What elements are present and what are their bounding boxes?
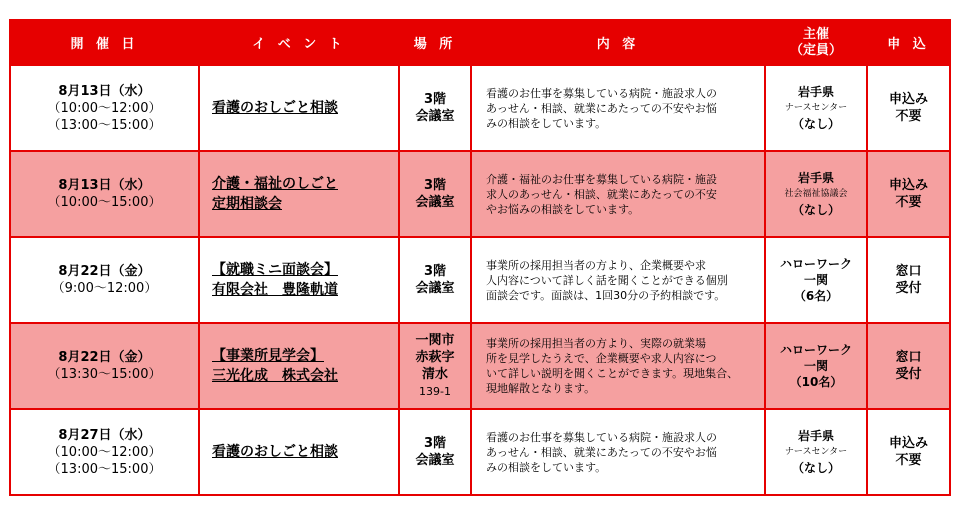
event-host: ナースセンター xyxy=(784,447,848,457)
event-apply: 申込み xyxy=(888,92,928,107)
event-place: 3階 xyxy=(423,436,447,451)
event-date-cell xyxy=(10,409,199,495)
event-name-cell xyxy=(199,151,399,237)
event-time: （13:00～15:00） xyxy=(47,461,162,477)
header-content: 内 容 xyxy=(471,20,765,65)
event-apply: 窓口 xyxy=(895,264,922,279)
header-apply: 申 込 xyxy=(867,20,950,65)
event-apply-cell xyxy=(867,409,950,495)
event-date-cell xyxy=(10,65,199,151)
event-name: 介護・福祉のしごと xyxy=(212,176,338,192)
event-host-cell xyxy=(765,151,867,237)
event-table xyxy=(9,19,951,496)
event-time: （13:00～15:00） xyxy=(47,117,162,133)
event-host: （なし） xyxy=(791,461,840,475)
event-place: 一関市 xyxy=(415,333,455,348)
event-content-line: 介護・福祉のお仕事を募集している病院・施設 xyxy=(486,172,717,186)
event-place: 会議室 xyxy=(415,453,455,468)
event-place: 3階 xyxy=(423,178,447,193)
event-content-cell xyxy=(471,409,765,495)
event-place: 赤萩字 xyxy=(415,350,455,365)
event-apply: 受付 xyxy=(895,367,922,382)
event-time: （13:30～15:00） xyxy=(47,367,162,382)
event-host: 一関 xyxy=(803,359,828,373)
event-host: ナースセンター xyxy=(784,103,848,113)
event-content-line: みの相談をしています。 xyxy=(486,116,607,130)
event-host: 一関 xyxy=(803,273,828,287)
event-place: 会議室 xyxy=(415,109,455,124)
event-apply-cell xyxy=(867,151,950,237)
event-place-cell xyxy=(399,151,471,237)
event-host: （6名） xyxy=(793,289,839,303)
table-row xyxy=(10,151,950,237)
event-place-cell xyxy=(399,409,471,495)
event-content-line: 看護のお仕事を募集している病院・施設求人の xyxy=(486,86,717,100)
event-date: 8月22日（金） xyxy=(58,350,151,365)
event-content-line: 所を見学したうえで、企業概要や求人内容につ xyxy=(486,352,717,365)
event-apply-cell xyxy=(867,237,950,323)
event-host: ハローワーク xyxy=(779,257,852,271)
event-date-cell xyxy=(10,323,199,409)
event-content-line: いて詳しい説明を聞くことができます。現地集合、 xyxy=(486,367,739,380)
event-content-cell xyxy=(471,65,765,151)
header-host-line1: 主催 xyxy=(802,26,829,42)
event-name: 【就職ミニ面談会】 xyxy=(212,262,338,278)
event-apply: 不要 xyxy=(895,109,922,124)
event-schedule xyxy=(9,19,949,496)
event-apply-cell xyxy=(867,323,950,409)
event-content-line: 求人のあっせん・相談、就業にあたっての不安 xyxy=(486,187,717,201)
event-content-line: あっせん・相談、就業にあたっての不安やお悩 xyxy=(486,445,717,459)
event-time: （10:00～12:00） xyxy=(47,444,162,460)
event-content-line: 現地解散となります。 xyxy=(486,382,596,395)
event-name: 定期相談会 xyxy=(212,196,282,212)
event-content-cell xyxy=(471,323,765,409)
header-host-line2: （定員） xyxy=(789,42,842,58)
event-host: 岩手県 xyxy=(797,429,834,443)
event-name: 有限会社 豊隆軌道 xyxy=(212,282,338,298)
table-row xyxy=(10,65,950,151)
event-apply: 申込み xyxy=(888,436,928,451)
event-name: 【事業所見学会】 xyxy=(212,348,324,364)
event-name: 三光化成 株式会社 xyxy=(212,368,338,384)
event-apply-cell xyxy=(867,65,950,151)
table-row xyxy=(10,237,950,323)
event-place: 3階 xyxy=(423,92,447,107)
event-content-line: 事業所の採用担当者の方より、実際の就業場 xyxy=(486,337,706,350)
event-content-line: 事業所の採用担当者の方より、企業概要や求 xyxy=(486,258,706,272)
event-apply: 申込み xyxy=(888,178,928,193)
event-place: 会議室 xyxy=(415,281,455,296)
event-place: 清水 xyxy=(421,367,448,382)
event-host: 岩手県 xyxy=(797,85,834,99)
event-place: 139-1 xyxy=(419,385,451,398)
event-place-cell xyxy=(399,237,471,323)
event-content-line: あっせん・相談、就業にあたっての不安やお悩 xyxy=(486,101,717,115)
event-content-line: やお悩みの相談をしています。 xyxy=(486,202,640,216)
event-apply: 受付 xyxy=(895,281,922,296)
event-host: （なし） xyxy=(791,117,840,131)
event-name: 看護のおしごと相談 xyxy=(212,100,338,116)
table-row xyxy=(10,323,950,409)
event-host: 社会福祉協議会 xyxy=(784,189,848,199)
event-place: 3階 xyxy=(423,264,447,279)
event-date: 8月27日（水） xyxy=(58,427,151,443)
header-event: イ ベ ン ト xyxy=(199,20,399,65)
header-host xyxy=(765,20,867,65)
event-host-cell xyxy=(765,237,867,323)
event-host-cell xyxy=(765,323,867,409)
event-place: 会議室 xyxy=(415,195,455,210)
event-name: 看護のおしごと相談 xyxy=(212,444,338,460)
event-host: （なし） xyxy=(791,203,840,217)
event-apply: 窓口 xyxy=(895,350,922,365)
event-name-cell xyxy=(199,237,399,323)
event-time: （10:00～15:00） xyxy=(47,195,162,210)
event-apply: 不要 xyxy=(895,195,922,210)
header-place: 場 所 xyxy=(399,20,471,65)
event-date: 8月22日（金） xyxy=(58,264,151,279)
event-name-cell xyxy=(199,409,399,495)
event-host: ハローワーク xyxy=(779,343,852,357)
event-content-line: 面談会です。面談は、1回30分の予約相談です。 xyxy=(486,288,726,302)
event-name-cell xyxy=(199,65,399,151)
event-time: （10:00～12:00） xyxy=(47,100,162,116)
event-date-cell xyxy=(10,151,199,237)
header-row xyxy=(10,20,950,65)
event-content-line: 人内容について詳しく話を聞くことができる個別 xyxy=(486,273,728,287)
event-host-cell xyxy=(765,409,867,495)
event-host: （10名） xyxy=(789,375,843,389)
event-apply: 不要 xyxy=(895,453,922,468)
event-content-cell xyxy=(471,151,765,237)
event-place-cell xyxy=(399,65,471,151)
event-date-cell xyxy=(10,237,199,323)
event-date: 8月13日（水） xyxy=(58,83,151,99)
event-name-cell xyxy=(199,323,399,409)
event-content-line: 看護のお仕事を募集している病院・施設求人の xyxy=(486,430,717,444)
header-date: 開 催 日 xyxy=(10,20,199,65)
event-time: （9:00～12:00） xyxy=(51,281,158,296)
event-host: 岩手県 xyxy=(797,171,834,185)
event-content-line: みの相談をしています。 xyxy=(486,460,607,474)
table-row xyxy=(10,409,950,495)
event-place-cell xyxy=(399,323,471,409)
event-content-cell xyxy=(471,237,765,323)
event-host-cell xyxy=(765,65,867,151)
event-date: 8月13日（水） xyxy=(58,178,151,193)
